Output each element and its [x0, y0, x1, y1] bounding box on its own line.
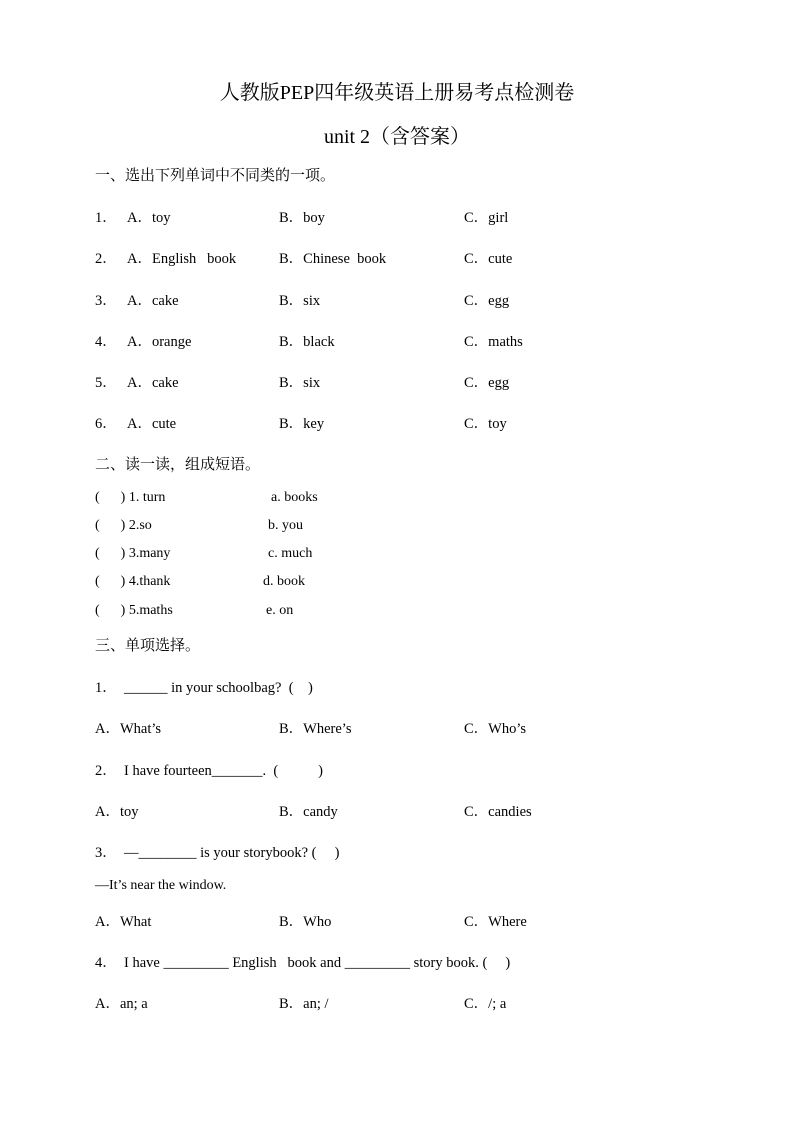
match-right: a. books	[271, 490, 318, 505]
option-b: B．boy	[279, 210, 325, 226]
match-row	[0, 518, 794, 538]
option-c: C．girl	[464, 210, 509, 226]
question-options	[0, 717, 794, 737]
item-number: 2．	[95, 251, 117, 267]
match-row	[0, 546, 794, 566]
option-c: C．/; a	[464, 996, 507, 1012]
option-a: A．What’s	[95, 721, 162, 737]
option-b: B．candy	[279, 804, 338, 820]
question-dialogue: —It’s near the window.	[95, 878, 227, 893]
section1-item	[0, 289, 794, 309]
match-left: ( ) 1. turn	[95, 490, 166, 505]
match-right: e. on	[266, 603, 294, 618]
item-number: 5．	[95, 375, 117, 391]
section1-item	[0, 330, 794, 350]
section3-heading: 三、单项选择。	[95, 636, 201, 654]
section1-item	[0, 247, 794, 267]
option-c: C．egg	[464, 293, 510, 309]
option-a: A．What	[95, 914, 152, 930]
page-title: 人教版PEP四年级英语上册易考点检测卷	[219, 82, 575, 104]
match-row	[0, 574, 794, 594]
item-number: 3．	[95, 293, 117, 309]
option-c: C．maths	[464, 334, 523, 350]
option-a: A．toy	[127, 210, 171, 226]
item-number: 1．	[95, 210, 117, 226]
match-row	[0, 490, 794, 510]
section1-item	[0, 371, 794, 391]
option-a: A．cake	[127, 375, 179, 391]
page-subtitle: unit 2（含答案）	[323, 126, 471, 148]
match-left: ( ) 2.so	[95, 518, 152, 533]
option-a: A．cake	[127, 293, 179, 309]
option-b: B．key	[279, 416, 325, 432]
item-number: 6．	[95, 416, 117, 432]
match-right: b. you	[268, 518, 303, 533]
option-a: A．orange	[127, 334, 192, 350]
option-a: A．cute	[127, 416, 177, 432]
question-stem: 3． —________ is your storybook? ( )	[95, 845, 340, 861]
option-c: C．toy	[464, 416, 507, 432]
match-row	[0, 603, 794, 623]
section1-heading: 一、选出下列单词中不同类的一项。	[95, 166, 336, 184]
option-c: C．Who’s	[464, 721, 527, 737]
option-b: B．six	[279, 375, 321, 391]
option-a: A．toy	[95, 804, 139, 820]
option-b: B．Where’s	[279, 721, 352, 737]
item-number: 4．	[95, 334, 117, 350]
match-right: d. book	[263, 574, 305, 589]
question-stem: 4． I have _________ English book and _________ story book. ( )	[95, 955, 511, 971]
question-stem: 2． I have fourteen_______. ( )	[95, 763, 323, 779]
match-right: c. much	[268, 546, 313, 561]
option-c: C．cute	[464, 251, 513, 267]
match-left: ( ) 4.thank	[95, 574, 171, 589]
match-left: ( ) 3.many	[95, 546, 171, 561]
section1-item	[0, 412, 794, 432]
section2-heading: 二、读一读，组成短语。	[95, 455, 261, 473]
option-a: A．an; a	[95, 996, 148, 1012]
option-b: B．black	[279, 334, 335, 350]
match-left: ( ) 5.maths	[95, 603, 173, 618]
option-b: B．Who	[279, 914, 332, 930]
option-c: C．egg	[464, 375, 510, 391]
question-options	[0, 910, 794, 930]
option-c: C．candies	[464, 804, 532, 820]
option-c: C．Where	[464, 914, 527, 930]
question-stem: 1． ______ in your schoolbag? ( )	[95, 680, 313, 696]
section1-item	[0, 206, 794, 226]
option-b: B．six	[279, 293, 321, 309]
question-options	[0, 992, 794, 1012]
option-a: A．English book	[127, 251, 237, 267]
option-b: B．an; /	[279, 996, 329, 1012]
question-options	[0, 800, 794, 820]
option-b: B．Chinese book	[279, 251, 387, 267]
